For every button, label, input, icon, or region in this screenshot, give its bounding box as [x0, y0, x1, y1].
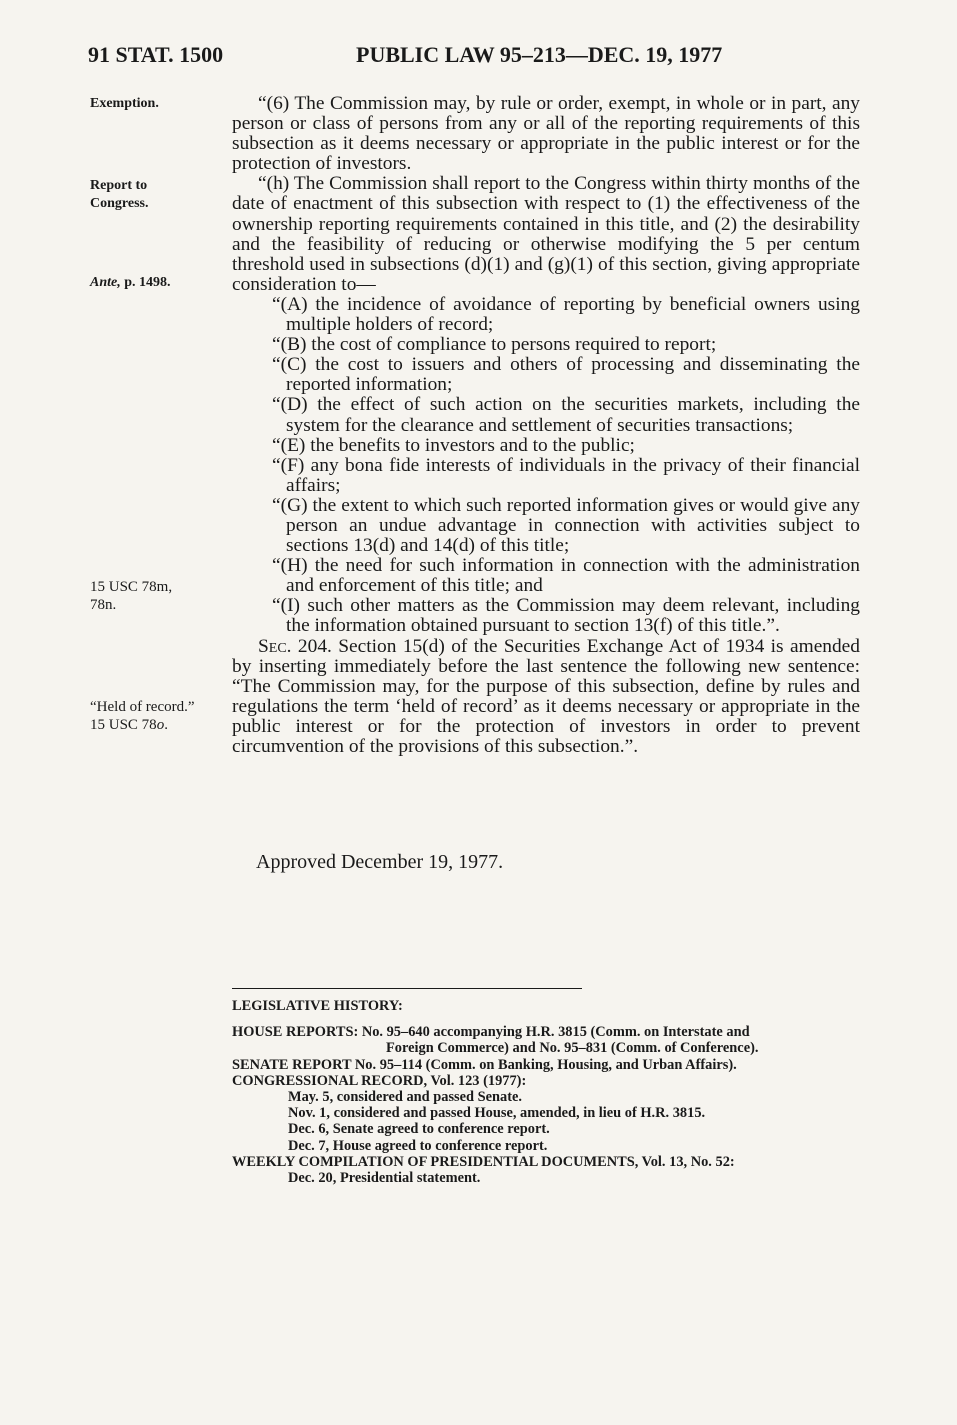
margin-note-usc-78m [90, 578, 225, 614]
congressional-record: CONGRESSIONAL RECORD, Vol. 123 (1977): [232, 1072, 527, 1089]
margin-note-exemption [90, 95, 225, 113]
margin-note-text: 78n. [90, 597, 117, 613]
statute-body [232, 94, 860, 757]
item-h: “(H) the need for such information in connection with the administration and enforcement of this title; and [272, 555, 860, 597]
paragraph-6: “(6) The Commission may, by rule or order, exempt, in whole or in part, any person or class of persons from any or all of the reporting requirements of this subsection as it deems necessary or appropriate in the public interest or for the protection of investors. [232, 93, 860, 175]
house-reports: HOUSE REPORTS: No. 95–640 accompanying H.R. 3815 (Comm. on Interstate and [232, 1024, 750, 1041]
margin-note-ante [90, 274, 225, 292]
usc-cite-italic: o [156, 717, 165, 733]
usc-cite: 15 USC 78 [90, 717, 157, 733]
record-entry: May. 5, considered and passed Senate. [288, 1089, 523, 1106]
margin-note-text: 15 USC 78m, [90, 579, 173, 595]
house-reports-continued: Foreign Commerce) and No. 95–831 (Comm. of Conference). [386, 1040, 759, 1057]
senate-report: SENATE REPORT No. 95–114 (Comm. on Banking, Housing, and Urban Affairs). [232, 1056, 737, 1073]
margin-note-text: Ante, [90, 275, 121, 290]
item-a: “(A) the incidence of avoidance of reporting by beneficial owners using multiple holders of record; [272, 293, 860, 336]
weekly-entry: Dec. 20, Presidential statement. [288, 1170, 481, 1187]
divider [232, 988, 582, 989]
section-204 [232, 637, 860, 758]
statute-page-number: 91 STAT. 1500 [88, 42, 224, 67]
approval-date: Approved December 19, 1977. [256, 851, 504, 873]
item-d: “(D) the effect of such action on the securities markets, including the system for the clearance and settlement of securities transactions; [272, 394, 860, 436]
item-b: “(B) the cost of compliance to persons required to report; [272, 334, 717, 356]
page-header [0, 42, 957, 72]
paragraph-h: “(h) The Commission shall report to the Congress within thirty months of the date of enactment of this subsection with respect to (1) the effectiveness of the ownership reporting requirements contained in this title, and (2) the desirability and the feasibility of reducing or otherwise modifying the 5 per centum threshold used in subsections (d)(1) and (g)(1) of this section, giving appropriate consideration to— [232, 173, 860, 295]
record-entry: Dec. 7, House agreed to conference report. [288, 1137, 548, 1154]
item-f: “(F) any bona fide interests of individuals in the privacy of their financial affairs; [272, 454, 860, 496]
margin-note-text: “Held of record.” [90, 699, 195, 715]
margin-note-text: p. 1498. [120, 275, 171, 290]
item-c: “(C) the cost to issuers and others of processing and disseminating the reported information; [272, 354, 860, 396]
running-title: PUBLIC LAW 95–213—DEC. 19, 1977 [356, 42, 723, 67]
section-204-text: 204. Section 15(d) of the Securities Exchange Act of 1934 is amended by inserting immediately before the last sentence the following new sentence: “The Commission may, for the purpose of this subsection, define by rules and regulations the term ‘held of record’ as it deems necessary or appropriate in the public interest or for the protection of investors in order to prevent circumvention of the provisions of this subsection.”. [232, 635, 860, 757]
legislative-history [232, 998, 872, 1186]
margin-note-text: Exemption. [90, 96, 159, 111]
margin-note-text: Congress. [90, 196, 149, 211]
margin-note-report [90, 177, 225, 213]
legislative-history-title: LEGISLATIVE HISTORY: [232, 998, 403, 1014]
record-entry: Dec. 6, Senate agreed to conference report. [288, 1121, 550, 1138]
weekly-compilation: WEEKLY COMPILATION OF PRESIDENTIAL DOCUMENTS, Vol. 13, No. 52: [232, 1153, 735, 1170]
margin-note-text: Report to [90, 178, 148, 193]
item-g: “(G) the extent to which such reported information gives or would give any person an undue advantage in connection with activities subject to sections 13(d) and 14(d) of this title; [272, 494, 860, 557]
record-entry: Nov. 1, considered and passed House, amended, in lieu of H.R. 3815. [288, 1105, 706, 1122]
section-label: Sec. [258, 635, 292, 657]
item-i: “(I) such other matters as the Commission may deem relevant, including the information obtained pursuant to section 13(f) of this title.”. [272, 595, 860, 637]
usc-cite-end: . [164, 717, 168, 733]
margin-note-held-of-record [90, 698, 225, 734]
item-e: “(E) the benefits to investors and to the public; [272, 434, 635, 456]
margin-note-text [90, 716, 225, 734]
